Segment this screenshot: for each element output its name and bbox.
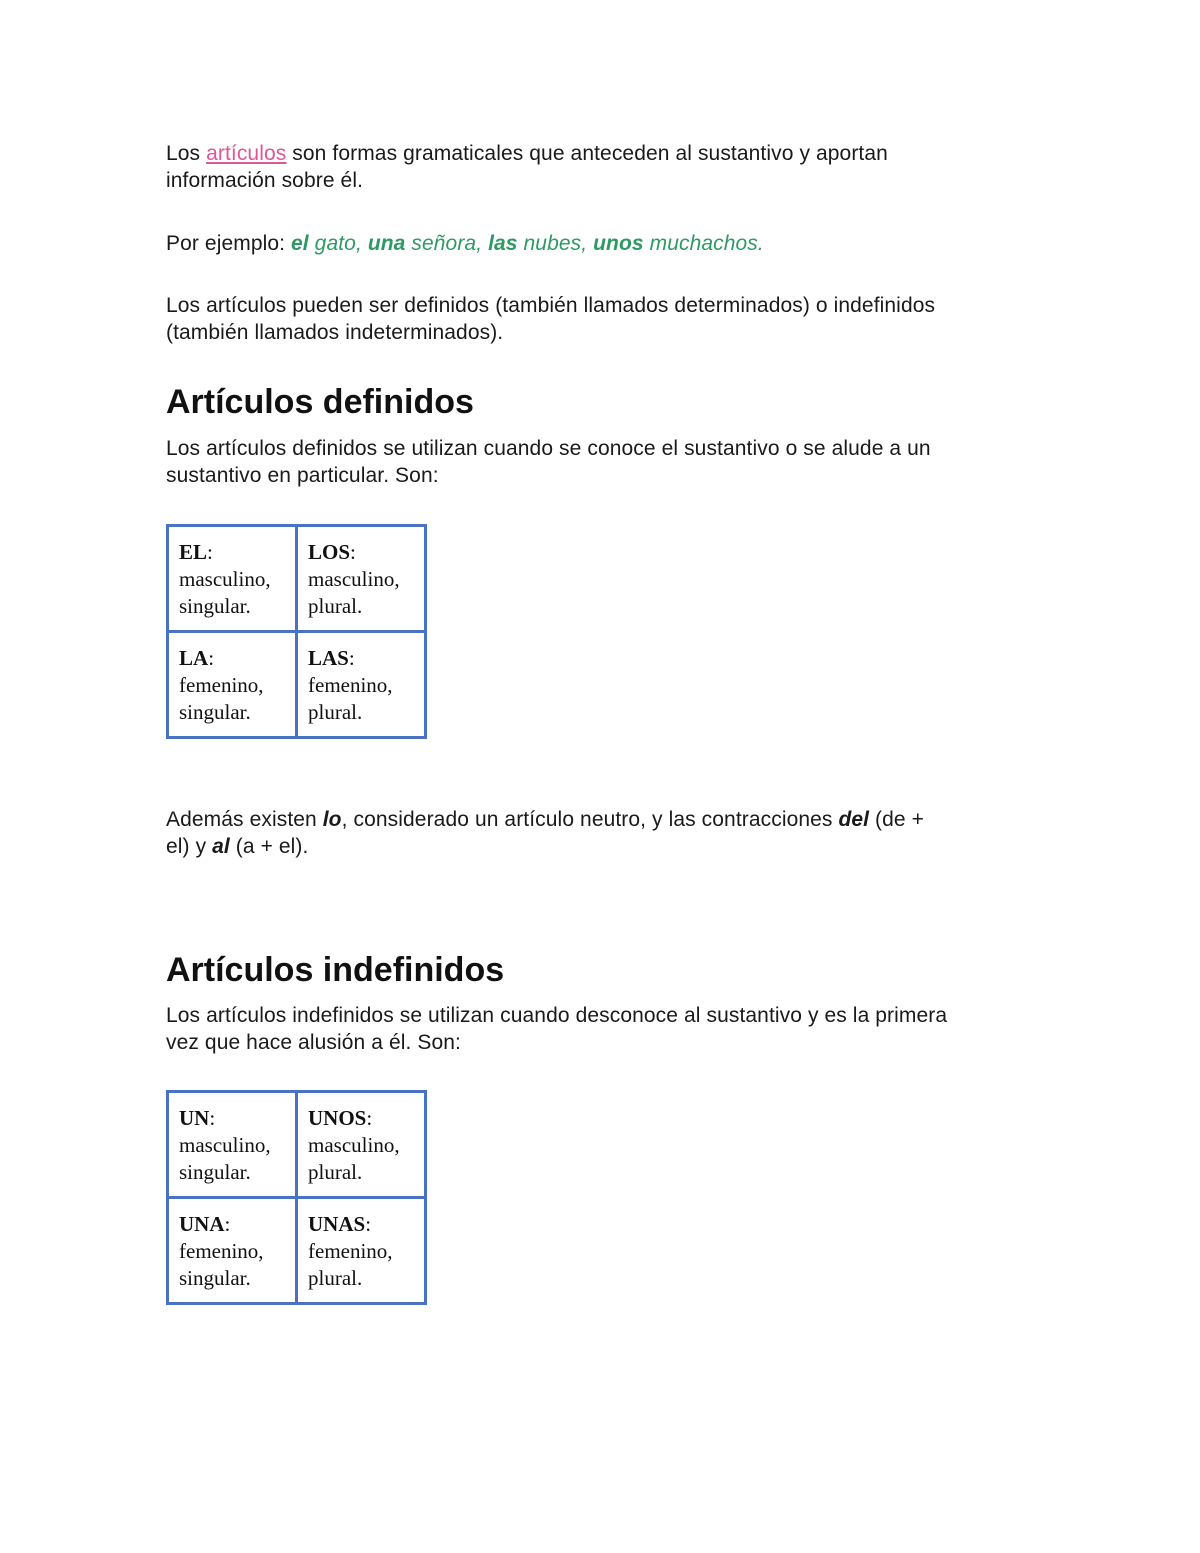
example-item xyxy=(593,232,764,255)
example-paragraph xyxy=(166,230,764,257)
article-desc: femenino, xyxy=(179,673,264,697)
example-prefix: Por ejemplo: xyxy=(166,232,292,255)
example-article: una xyxy=(367,232,406,255)
contraction-al: al xyxy=(212,835,230,858)
intro-line1-rest: son formas gramaticales que anteceden al sustantivo y aportan xyxy=(286,142,888,165)
article-lo: lo xyxy=(322,808,342,831)
contraction-del: del xyxy=(838,808,870,831)
table-cell: LOS: masculino, plural. xyxy=(297,526,426,632)
definidos-line1: Los artículos definidos se utilizan cuando se conoce el sustantivo o se alude a un xyxy=(166,437,931,460)
article-desc: plural. xyxy=(308,1160,363,1184)
table-cell: EL: masculino, singular. xyxy=(168,526,297,632)
article-desc: femenino, xyxy=(308,673,393,697)
table-row xyxy=(168,632,426,738)
table-row xyxy=(168,1198,426,1304)
extra-text: (de + xyxy=(869,808,925,831)
definidos-heading: Artículos definidos xyxy=(166,383,474,421)
example-item xyxy=(291,232,368,255)
article-desc: singular. xyxy=(179,1160,251,1184)
example-item xyxy=(368,232,488,255)
example-article: el xyxy=(291,232,309,255)
table-row xyxy=(168,526,426,632)
article-term: LOS xyxy=(308,540,351,564)
article-desc: singular. xyxy=(179,700,251,724)
article-desc: plural. xyxy=(308,1266,363,1290)
example-noun: muchachos. xyxy=(643,232,764,255)
definidos-line2: sustantivo en particular. Son: xyxy=(166,464,439,487)
articulos-link[interactable]: artículos xyxy=(206,142,287,165)
extra-text: el) y xyxy=(166,835,213,858)
table-cell: UNAS: femenino, plural. xyxy=(297,1198,426,1304)
article-term: LAS xyxy=(308,646,349,670)
types-line1: Los artículos pueden ser definidos (también llamados determinados) o indefinidos xyxy=(166,294,936,317)
article-desc: femenino, xyxy=(179,1239,264,1263)
article-term: EL xyxy=(179,540,208,564)
article-desc: singular. xyxy=(179,1266,251,1290)
table-cell: UNOS: masculino, plural. xyxy=(297,1092,426,1198)
intro-prefix: Los xyxy=(166,142,207,165)
extra-text: Además existen xyxy=(166,808,323,831)
extra-text: , considerado un artículo neutro, y las contracciones xyxy=(341,808,839,831)
article-desc: masculino, xyxy=(179,1133,271,1157)
table-cell: UNA: femenino, singular. xyxy=(168,1198,297,1304)
article-term: LA xyxy=(179,646,209,670)
article-desc: masculino, xyxy=(179,567,271,591)
example-item xyxy=(488,232,593,255)
intro-paragraph xyxy=(166,140,888,194)
definidos-description xyxy=(166,435,931,489)
article-desc: plural. xyxy=(308,594,363,618)
types-paragraph xyxy=(166,292,935,346)
definidos-table xyxy=(166,524,427,739)
example-article: las xyxy=(488,232,518,255)
article-desc: masculino, xyxy=(308,1133,400,1157)
example-noun: gato, xyxy=(308,232,368,255)
example-article: unos xyxy=(593,232,644,255)
table-cell: LA: femenino, singular. xyxy=(168,632,297,738)
extra-text: (a + el). xyxy=(229,835,309,858)
types-line2: (también llamados indeterminados). xyxy=(166,321,504,344)
article-desc: plural. xyxy=(308,700,363,724)
article-desc: singular. xyxy=(179,594,251,618)
indefinidos-description xyxy=(166,1002,947,1056)
table-cell: LAS: femenino, plural. xyxy=(297,632,426,738)
indefinidos-line1: Los artículos indefinidos se utilizan cuando desconoce al sustantivo y es la primera xyxy=(166,1004,948,1027)
table-cell: UN: masculino, singular. xyxy=(168,1092,297,1198)
example-noun: señora, xyxy=(405,232,489,255)
example-noun: nubes, xyxy=(517,232,594,255)
article-term: UNAS xyxy=(308,1212,366,1236)
table-row xyxy=(168,1092,426,1198)
indefinidos-heading: Artículos indefinidos xyxy=(166,951,505,989)
intro-line2: información sobre él. xyxy=(166,169,364,192)
article-term: UNOS xyxy=(308,1106,367,1130)
article-desc: femenino, xyxy=(308,1239,393,1263)
indefinidos-table xyxy=(166,1090,427,1305)
indefinidos-line2: vez que hace alusión a él. Son: xyxy=(166,1031,461,1054)
article-term: UN xyxy=(179,1106,210,1130)
article-desc: masculino, xyxy=(308,567,400,591)
article-term: UNA xyxy=(179,1212,225,1236)
extra-paragraph xyxy=(166,806,924,860)
